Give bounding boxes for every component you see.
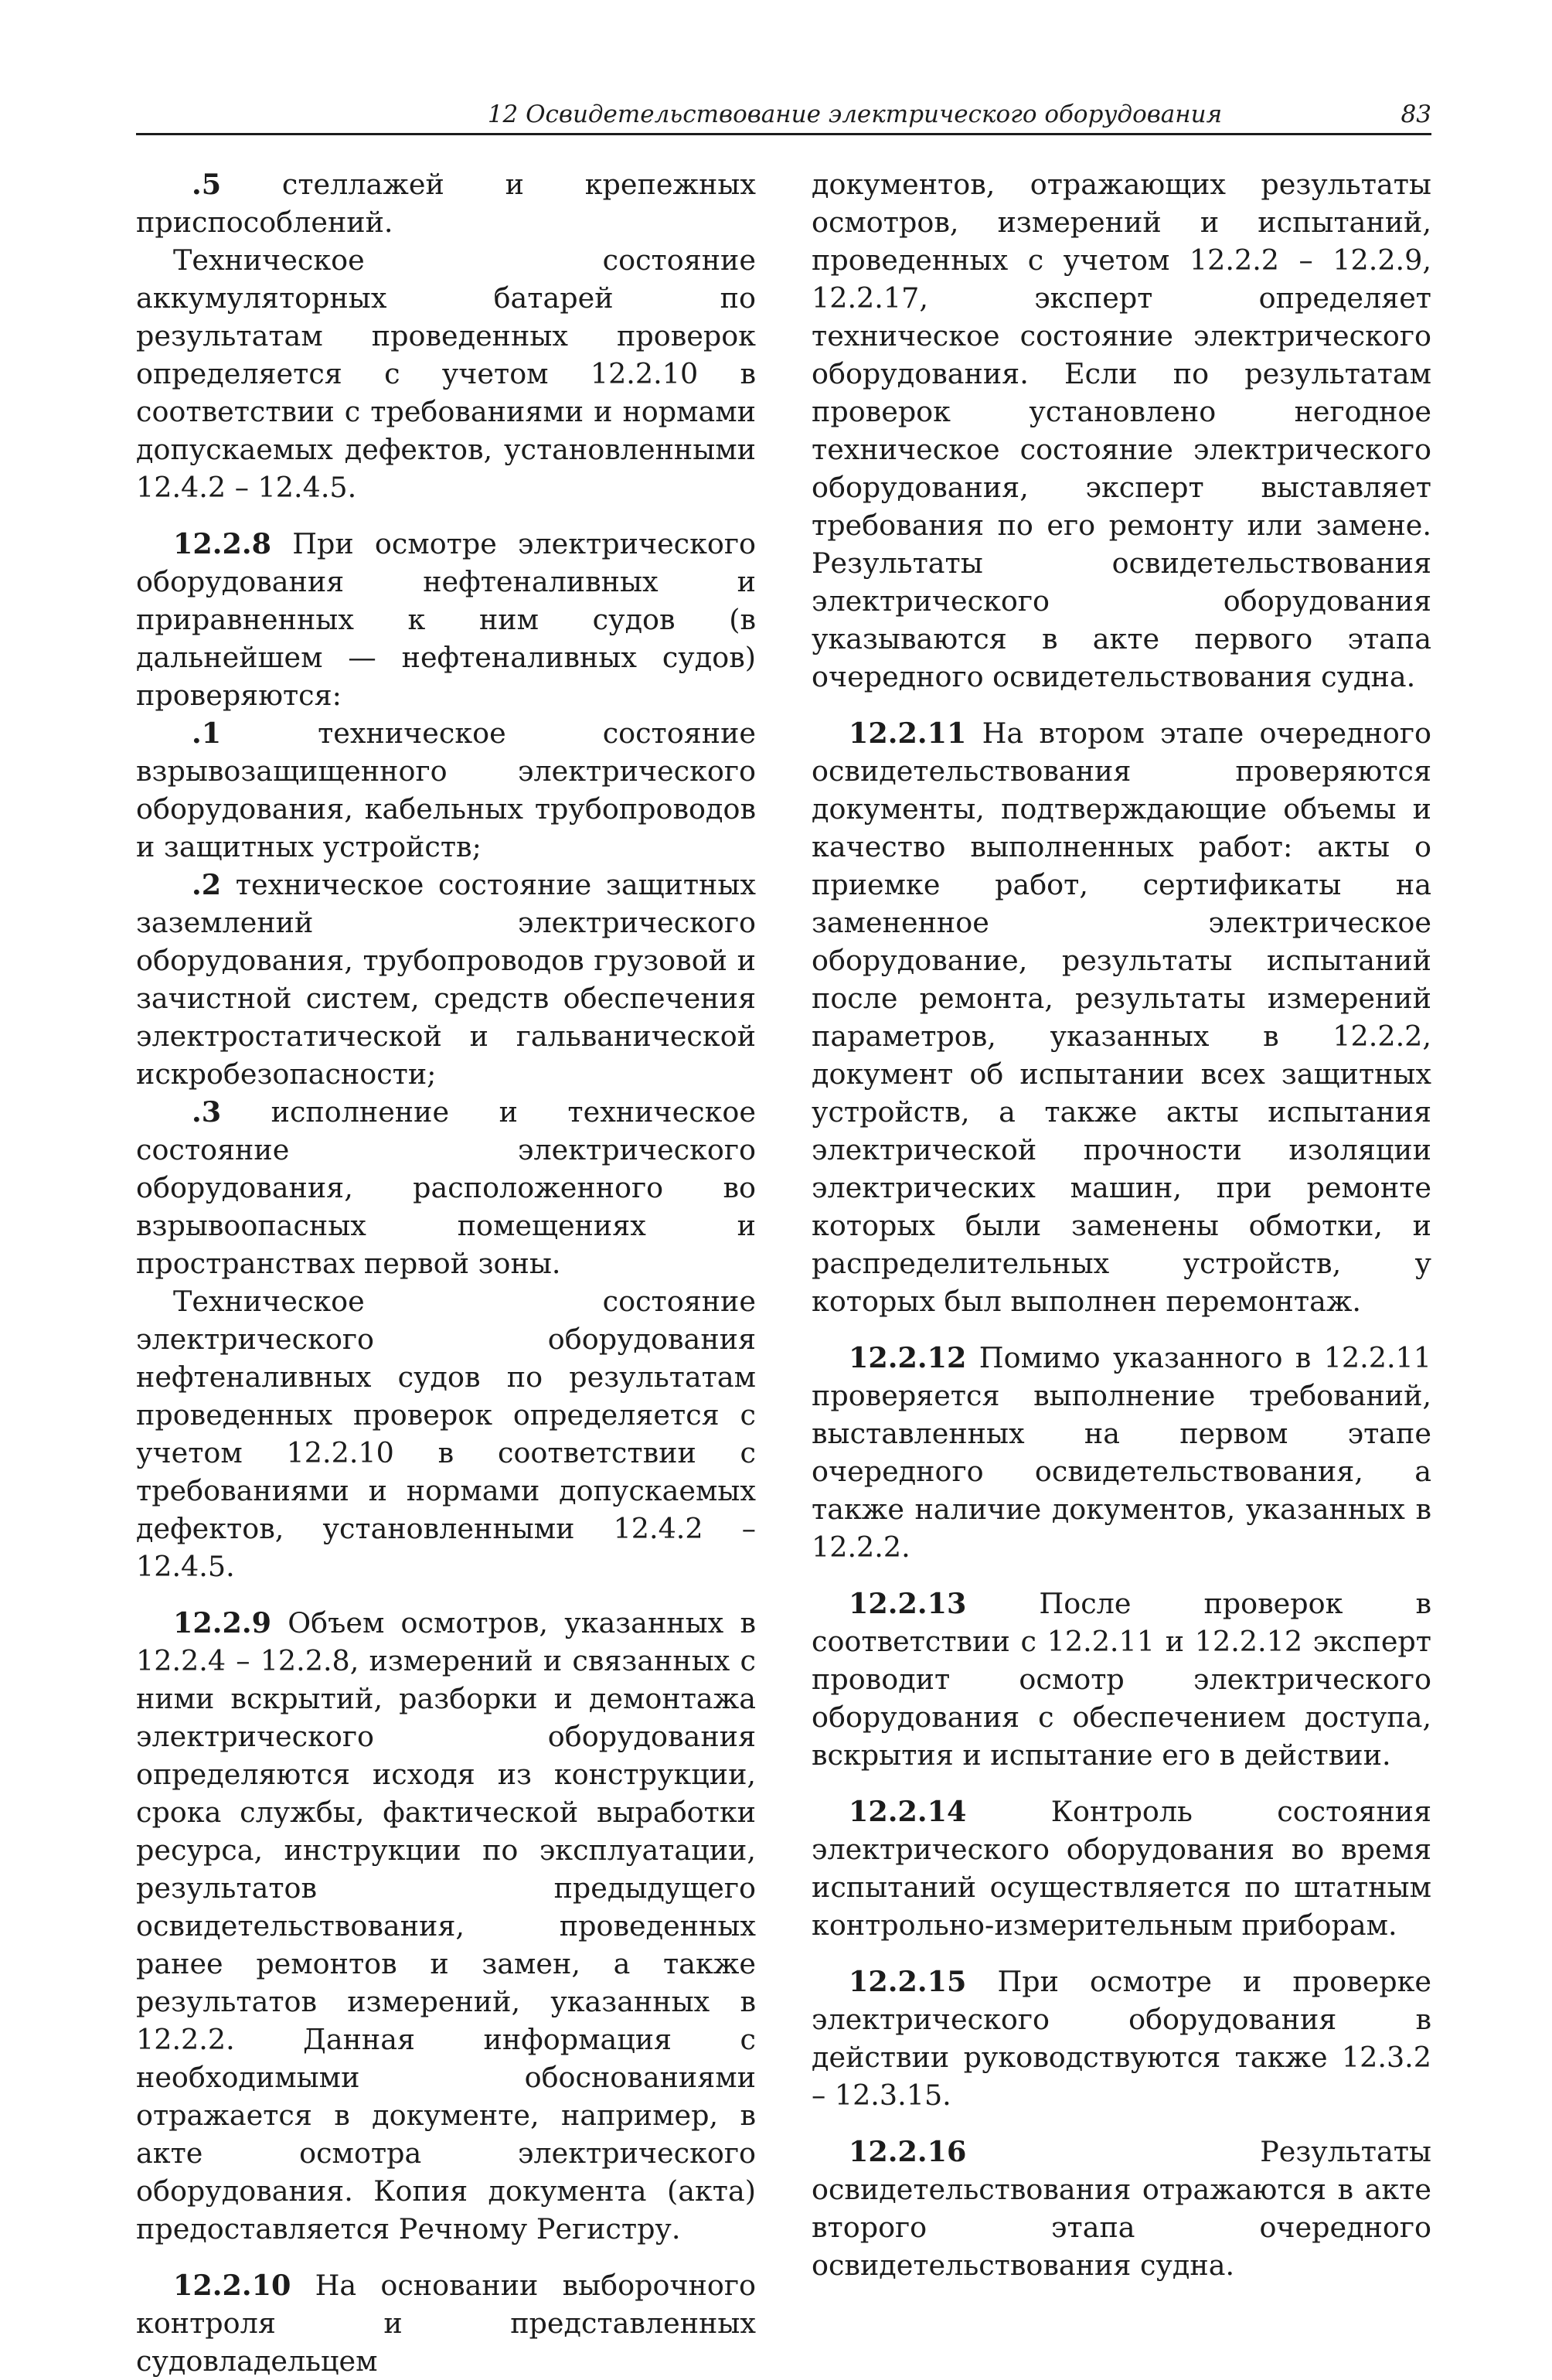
paragraph-text: После проверок в соответствии с 12.2.11 и 12.2.12 эксперт проводит осмотр электрического оборудования с обеспечением доступа, вскрытия и испытание его в действии. — [812, 1587, 1431, 1772]
paragraph — [812, 1339, 1431, 1566]
clause-number: .5 — [192, 168, 222, 201]
paragraph — [136, 1093, 756, 1282]
right-column — [812, 165, 1431, 2284]
paragraph — [136, 1282, 756, 1585]
clause-number: 12.2.12 — [849, 1341, 967, 1374]
paragraph — [136, 714, 756, 866]
paragraph-text: При осмотре и проверке электрического оборудования в действии руководствуются также 12.3.2 – 12.3.15. — [812, 1965, 1431, 2112]
clause-number: 12.2.11 — [849, 717, 967, 750]
clause-number: 12.2.10 — [173, 2269, 291, 2302]
paragraph — [136, 165, 756, 241]
clause-number: 12.2.14 — [849, 1795, 967, 1828]
paragraph-text: На основании выборочного контроля и представленных судовладельцем — [136, 2269, 756, 2378]
paragraph-text: Контроль состояния электрического оборудования во время испытаний осуществляется по штатным контрольно-измерительным приборам. — [812, 1795, 1431, 1942]
paragraph-text: исполнение и техническое состояние электрического оборудования, расположенного во взрывоопасных помещениях и пространствах первой зоны. — [136, 1095, 756, 1280]
paragraph — [136, 2266, 756, 2380]
clause-number: .2 — [192, 868, 222, 901]
paragraph-text: При осмотре электрического оборудования нефтеналивных и приравненных к ним судов (в дальнейшем — нефтеналивных судов) проверяются: — [136, 527, 757, 712]
paragraph — [812, 165, 1431, 696]
paragraph — [136, 241, 756, 506]
paragraph-text: техническое состояние взрывозащищенного электрического оборудования, кабельных трубопроводов и защитных устройств; — [136, 717, 756, 863]
paragraph-text: документов, отражающих результаты осмотров, измерений и испытаний, проведенных с учетом 12.2.2 – 12.2.9, 12.2.17, эксперт определяет техническое состояние электрического оборудования. Если по результатам проверок установлено негодное техническое состояние электрического оборудования, эксперт выставляет требования по его ремонту или замене. Результаты освидетельствования электрического оборудования указываются в акте первого этапа очередного освидетельствования судна. — [812, 168, 1431, 693]
clause-number: 12.2.8 — [173, 527, 272, 560]
clause-number: 12.2.9 — [173, 1606, 272, 1639]
paragraph-text: На втором этапе очередного освидетельствования проверяются документы, подтверждающие объемы и качество выполненных работ: акты о приемке работ, сертификаты на замененное электрическое оборудование, результаты испытаний после ремонта, результаты измерений параметров, указанных в 12.2.2, документ об испытании всех защитных устройств, а также акты испытания электрической прочности изоляции электрических машин, при ремонте которых были заменены обмотки, и распределительных устройств, у которых был выполнен перемонтаж. — [812, 717, 1431, 1318]
paragraph-text: техническое состояние защитных заземлений электрического оборудования, трубопроводов грузовой и зачистной систем, средств обеспечения электростатической и гальванической искробезопасности; — [136, 868, 756, 1091]
paragraph-text: стеллажей и крепежных приспособлений. — [136, 168, 756, 239]
paragraph — [136, 1604, 756, 2248]
paragraph — [812, 2133, 1431, 2284]
paragraph — [136, 525, 756, 714]
paragraph-text: Помимо указанного в 12.2.11 проверяется выполнение требований, выставленных на первом этапе очередного освидетельствования, а также наличие документов, указанных в 12.2.2. — [812, 1341, 1431, 1564]
paragraph — [812, 1793, 1431, 1944]
clause-number: 12.2.13 — [849, 1587, 967, 1620]
paragraph — [812, 1963, 1431, 2114]
running-header — [136, 99, 1431, 135]
clause-number: 12.2.15 — [849, 1965, 967, 1998]
chapter-title: 12 Освидетельствование электрического оборудования — [487, 100, 1223, 128]
left-column — [136, 165, 756, 2380]
clause-number: .1 — [192, 717, 222, 750]
paragraph-text: Объем осмотров, указанных в 12.2.4 – 12.2.8, измерений и связанных с ними вскрытий, разборки и демонтажа электрического оборудования определяются исходя из конструкции, срока службы, фактической выработки ресурса, инструкции по эксплуатации, результатов предыдущего освидетельствования, проведенных ранее ремонтов и замен, а также результатов измерений, указанных в 12.2.2. Данная информация с необходимыми обоснованиями отражается в документе, например, в акте осмотра электрического оборудования. Копия документа (акта) предоставляется Речному Регистру. — [136, 1606, 756, 2246]
paragraph-text: Техническое состояние аккумуляторных батарей по результатам проведенных проверок определяется с учетом 12.2.10 в соответствии с требованиями и нормами допускаемых дефектов, установленными 12.4.2 – 12.4.5. — [136, 243, 756, 504]
paragraph — [812, 714, 1431, 1320]
paragraph-text: Техническое состояние электрического оборудования нефтеналивных судов по результатам проведенных проверок определяется с учетом 12.2.10 в соответствии с требованиями и нормами допускаемых дефектов, установленными 12.4.2 – 12.4.5. — [136, 1285, 756, 1583]
page-number: 83 — [1401, 100, 1431, 128]
paragraph — [812, 1585, 1431, 1774]
paragraph — [136, 866, 756, 1093]
paragraph-text: Результаты освидетельствования отражаются в акте второго этапа очередного освидетельствования судна. — [812, 2135, 1431, 2282]
clause-number: 12.2.16 — [849, 2135, 967, 2168]
clause-number: .3 — [192, 1095, 222, 1129]
